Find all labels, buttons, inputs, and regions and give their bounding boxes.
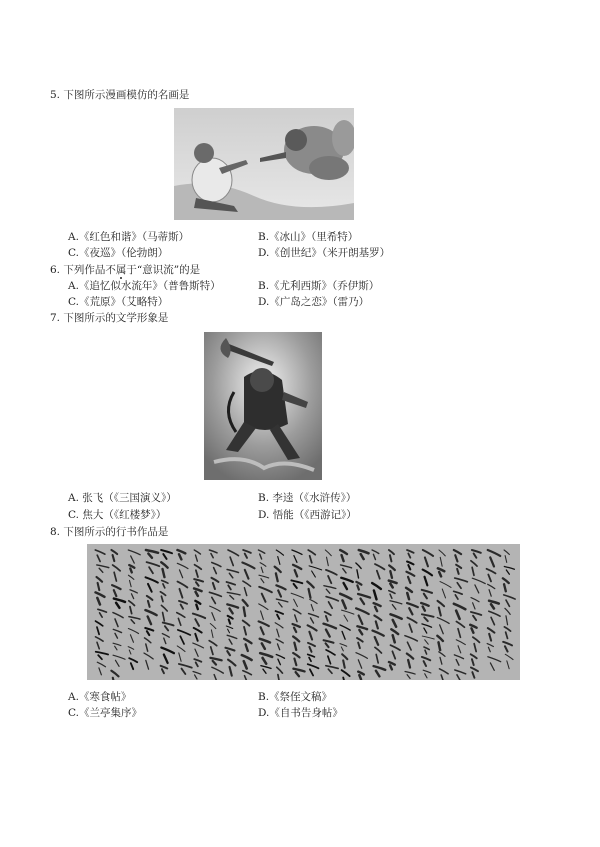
q8-option-a: A.《寒食帖》 xyxy=(68,691,132,703)
q8-option-d: D.《自书告身帖》 xyxy=(258,707,343,719)
question-5-stem: 5. 下图所示漫画模仿的名画是 xyxy=(50,89,190,101)
bears-parody-image xyxy=(174,108,354,220)
q6-option-b: B.《尤利西斯》（乔伊斯） xyxy=(258,280,380,292)
warrior-image xyxy=(204,332,322,480)
q5-option-b: B.《冰山》（里希特） xyxy=(258,231,359,243)
q8-calligraphy-scroll xyxy=(87,544,520,680)
q7-option-b: B. 李逵（《水浒传》） xyxy=(258,492,357,504)
q7-option-c: C. 焦大（《红楼梦》） xyxy=(68,509,167,521)
q7-option-d: D. 悟能（《西游记》） xyxy=(258,509,357,521)
q6-option-d: D.《广岛之恋》（雷乃） xyxy=(258,296,370,308)
calligraphy-image xyxy=(87,544,520,680)
question-8-stem: 8. 下图所示的行书作品是 xyxy=(50,526,169,538)
question-7-stem: 7. 下图所示的文学形象是 xyxy=(50,312,169,324)
q6-stem-part-3: 于“意识流”的是 xyxy=(126,264,201,276)
q6-stem-part-1: 6. 下列作品不 xyxy=(50,264,116,276)
q5-option-a: A.《红色和谐》（马蒂斯） xyxy=(68,231,190,243)
q5-option-c: C.《夜巡》（伦勃朗） xyxy=(68,247,169,259)
q6-stem-emphasis: 属 xyxy=(115,264,127,276)
question-6-stem xyxy=(50,263,200,277)
q6-option-c: C.《荒原》（艾略特） xyxy=(68,296,169,308)
q6-option-a: A.《追忆似水流年》（普鲁斯特） xyxy=(68,280,221,292)
q7-warrior-illustration xyxy=(204,332,322,480)
q5-bears-illustration xyxy=(174,108,354,220)
q8-option-b: B.《祭侄文稿》 xyxy=(258,691,333,703)
q8-option-c: C.《兰亭集序》 xyxy=(68,707,142,719)
q7-option-a: A. 张飞（《三国演义》） xyxy=(68,492,177,504)
q5-option-d: D.《创世纪》（米开朗基罗） xyxy=(258,247,391,259)
